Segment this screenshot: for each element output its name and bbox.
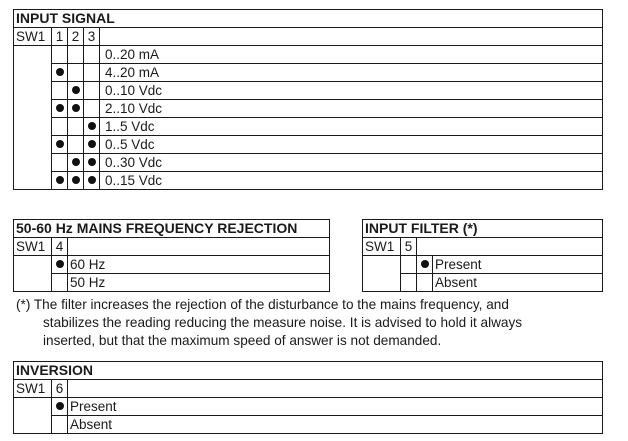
input-signal-table — [13, 9, 603, 190]
filter-footnote — [16, 296, 616, 350]
input-signal-label: 0..10 Vdc — [100, 82, 603, 100]
switch-number-3: 3 — [84, 28, 100, 46]
inversion-table — [13, 361, 603, 434]
switch-3-state — [84, 118, 100, 136]
option-label: Present — [68, 398, 603, 416]
switch-2-state — [68, 154, 84, 172]
switch-number-1: 1 — [52, 28, 68, 46]
switch-1-state — [52, 100, 68, 118]
switch-on-dot-icon — [88, 158, 96, 166]
switch-on-dot-icon — [421, 260, 429, 268]
option-label: Absent — [68, 416, 603, 434]
input-signal-title: INPUT SIGNAL — [14, 10, 603, 28]
switch-3-state — [84, 82, 100, 100]
footnote-line-1: (*) The filter increases the rejection of the disturbance to the mains frequency, and — [16, 297, 509, 312]
switch-1-state — [52, 64, 68, 82]
switch-on-dot-icon — [72, 86, 80, 94]
switch-2-state — [68, 118, 84, 136]
option-label: Present — [433, 256, 603, 274]
switch-on-dot-icon — [56, 402, 64, 410]
option-dot-cell — [52, 256, 68, 274]
input-signal-label: 0..5 Vdc — [100, 136, 603, 154]
switch-on-dot-icon — [72, 176, 80, 184]
input-signal-label: 4..20 mA — [100, 64, 603, 82]
option-dot-cell — [417, 256, 433, 274]
sw1-label: SW1 — [14, 380, 52, 398]
switch-number-6: 6 — [52, 380, 68, 398]
switch-1-state — [52, 154, 68, 172]
switch-1-state — [52, 46, 68, 64]
switch-number-2: 2 — [68, 28, 84, 46]
mains-rejection-title: 50-60 Hz MAINS FREQUENCY REJECTION — [14, 220, 330, 238]
switch-2-state — [68, 172, 84, 190]
option-label: Absent — [433, 274, 603, 292]
mains-rejection-table — [13, 219, 330, 292]
footnote-line-3: inserted, but that the maximum speed of answer is not demanded. — [43, 333, 442, 348]
input-signal-row — [14, 118, 603, 136]
input-filter-title: INPUT FILTER (*) — [363, 220, 603, 238]
switch-on-dot-icon — [88, 140, 96, 148]
switch-1-state — [52, 136, 68, 154]
switch-on-dot-icon — [56, 260, 64, 268]
input-signal-row — [14, 64, 603, 82]
option-label: 60 Hz — [68, 256, 330, 274]
option-label: 50 Hz — [68, 274, 330, 292]
switch-3-state — [84, 154, 100, 172]
input-signal-row — [14, 100, 603, 118]
switch-2-state — [68, 64, 84, 82]
switch-on-dot-icon — [56, 104, 64, 112]
input-signal-rows — [14, 46, 603, 190]
switch-on-dot-icon — [88, 122, 96, 130]
footnote-line-2: stabilizes the reading reducing the measure noise. It is advised to hold it always — [43, 315, 523, 330]
switch-number-4: 4 — [52, 238, 68, 256]
sw1-label: SW1 — [14, 238, 52, 256]
switch-on-dot-icon — [88, 176, 96, 184]
input-signal-row — [14, 172, 603, 190]
switch-on-dot-icon — [72, 158, 80, 166]
switch-on-dot-icon — [72, 104, 80, 112]
input-signal-label: 0..20 mA — [100, 46, 603, 64]
switch-1-state — [52, 118, 68, 136]
switch-2-state — [68, 46, 84, 64]
input-signal-label: 2..10 Vdc — [100, 100, 603, 118]
input-signal-label: 0..15 Vdc — [100, 172, 603, 190]
switch-2-state — [68, 82, 84, 100]
input-signal-label: 0..30 Vdc — [100, 154, 603, 172]
switch-3-state — [84, 136, 100, 154]
option-dot-cell — [52, 398, 68, 416]
switch-1-state — [52, 172, 68, 190]
input-signal-row — [14, 82, 603, 100]
input-filter-table — [362, 219, 603, 292]
input-signal-row — [14, 154, 603, 172]
switch-3-state — [84, 64, 100, 82]
switch-on-dot-icon — [56, 176, 64, 184]
switch-2-state — [68, 136, 84, 154]
switch-on-dot-icon — [56, 140, 64, 148]
input-signal-row — [14, 136, 603, 154]
switch-on-dot-icon — [56, 68, 64, 76]
sw1-label: SW1 — [363, 238, 401, 256]
switch-3-state — [84, 172, 100, 190]
switch-number-5: 5 — [401, 238, 417, 256]
input-signal-label: 1..5 Vdc — [100, 118, 603, 136]
sw1-label: SW1 — [14, 28, 52, 46]
switch-1-state — [52, 82, 68, 100]
switch-3-state — [84, 46, 100, 64]
switch-3-state — [84, 100, 100, 118]
input-signal-row — [14, 46, 603, 64]
inversion-title: INVERSION — [14, 362, 603, 380]
switch-2-state — [68, 100, 84, 118]
